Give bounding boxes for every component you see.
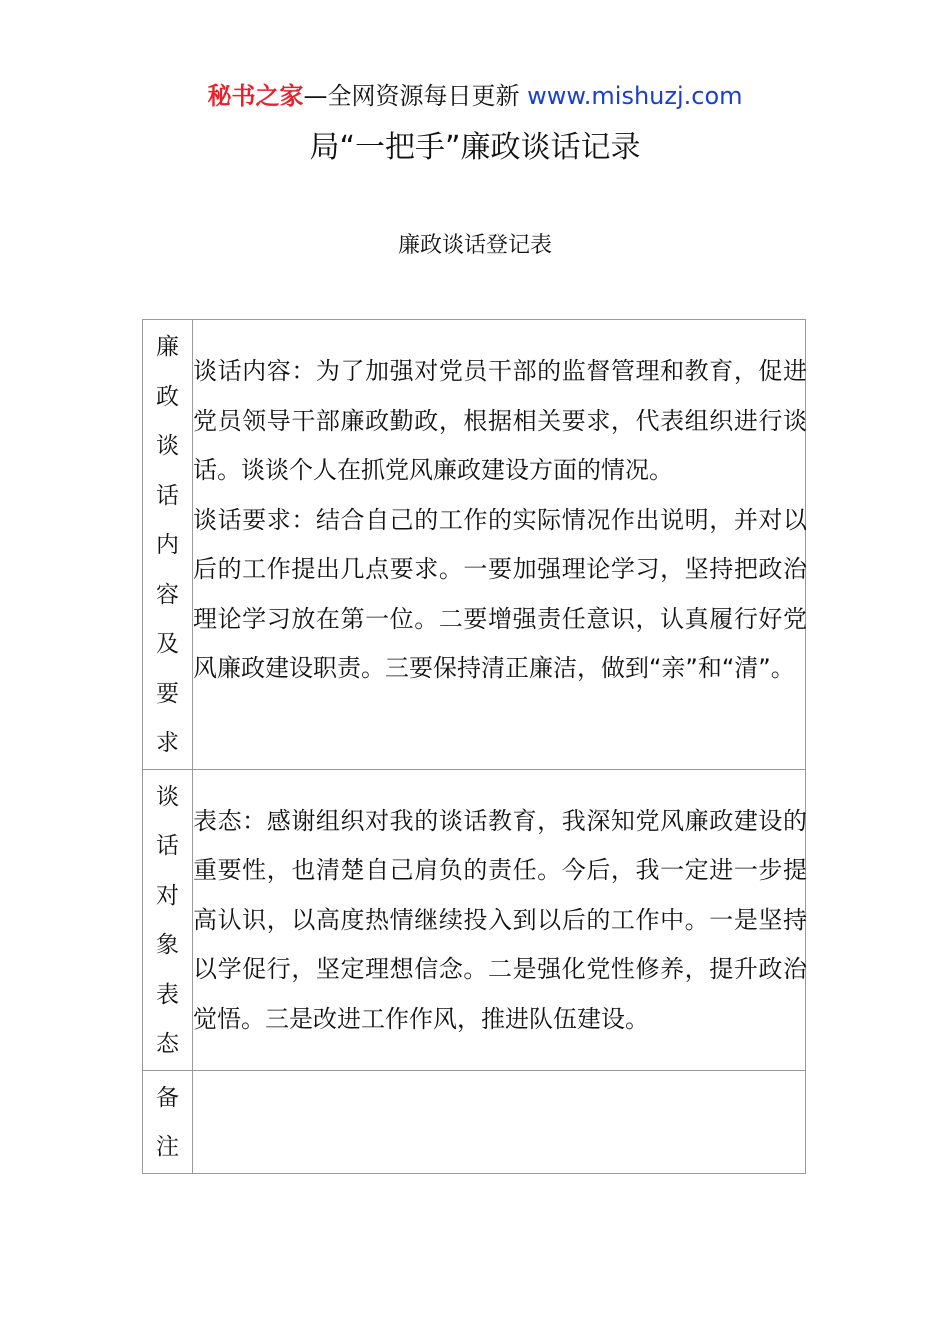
attitude-body — [193, 770, 807, 1060]
talk-content-body — [193, 320, 807, 709]
label-cell — [143, 1070, 193, 1173]
brand-name: 秘书之家 — [207, 82, 304, 110]
label-cell — [143, 320, 193, 770]
row-label-talk-content: 廉政谈话内容及要求 — [156, 334, 179, 756]
talk-requirement-paragraph: 谈话要求：结合自己的工作的实际情况作出说明，并对以后的工作提出几点要求。一要加强理论学习，坚持把政治理论学习放在第一位。二要增强责任意识，认真履行好党风廉政建设职责。三要保持清正廉洁，做到“亲”和“清”。 — [193, 505, 807, 682]
header-tagline: —全网资源每日更新 — [303, 82, 520, 110]
site-header — [0, 80, 950, 112]
document-title: 局“一把手”廉政谈话记录 — [309, 130, 641, 165]
row-label-notes: 备注 — [156, 1084, 179, 1160]
table-row-notes — [143, 1070, 806, 1173]
form-title: 廉政谈话登记表 — [397, 233, 552, 258]
table-row-talk-content — [143, 320, 806, 770]
talk-content-paragraph: 谈话内容：为了加强对党员干部的监督管理和教育，促进党员领导干部廉政勤政，根据相关要求，代表组织进行谈话。谈谈个人在抓党风廉政建设方面的情况。 — [193, 357, 807, 484]
table-row-attitude — [143, 769, 806, 1070]
row-label-attitude: 谈话对象表态 — [156, 783, 179, 1057]
content-cell — [193, 769, 806, 1070]
notes-content-cell — [193, 1070, 806, 1173]
attitude-paragraph: 表态：感谢组织对我的谈话教育，我深知党风廉政建设的重要性，也清楚自己肩负的责任。今后，我一定进一步提高认识，以高度热情继续投入到以后的工作中。一是坚持以学促行，坚定理想信念。二是强化党性修养，提升政治觉悟。三是改进工作作风，推进队伍建设。 — [193, 806, 807, 1033]
site-url-link[interactable]: www.mishuzj.com — [527, 82, 743, 110]
content-cell — [193, 320, 806, 770]
talk-record-table — [142, 319, 806, 1174]
label-cell — [143, 769, 193, 1070]
